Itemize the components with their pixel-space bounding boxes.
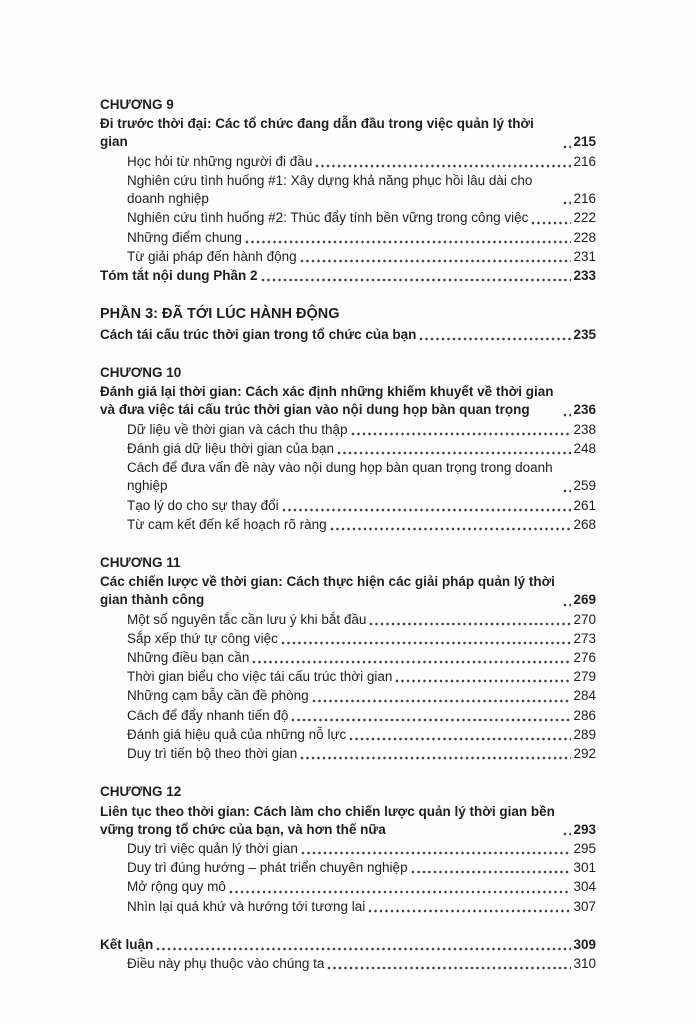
chapter-label bbox=[100, 364, 596, 382]
entry-title: Dữ liệu về thời gian và cách thu thập bbox=[127, 421, 348, 437]
dot-leader bbox=[312, 699, 572, 703]
dot-leader bbox=[300, 259, 572, 263]
chapter-label bbox=[100, 554, 596, 572]
dot-leader bbox=[531, 221, 571, 225]
entry-title: Từ giải pháp đến hành động bbox=[127, 248, 297, 264]
dot-leader bbox=[563, 201, 571, 205]
entry-title: Cách để đẩy nhanh tiến độ bbox=[127, 707, 289, 723]
entry-page-number: 279 bbox=[573, 669, 596, 685]
toc-sub-entry bbox=[100, 248, 596, 266]
dot-leader bbox=[252, 660, 571, 664]
toc-sub-entry bbox=[100, 898, 596, 916]
toc-list bbox=[100, 96, 596, 973]
entry-title: Tóm tắt nội dung Phần 2 bbox=[100, 267, 258, 283]
entry-title: CHƯƠNG 11 bbox=[100, 554, 181, 570]
entry-title: Đánh giá dữ liệu thời gian của bạn bbox=[127, 440, 335, 456]
entry-page-number: 222 bbox=[573, 210, 596, 226]
dot-leader bbox=[291, 718, 571, 722]
entry-title: Điều này phụ thuộc vào chúng ta bbox=[127, 956, 325, 972]
chapter-title-entry bbox=[100, 573, 596, 609]
dot-leader bbox=[563, 145, 571, 149]
entry-page-number: 216 bbox=[573, 191, 596, 207]
toc-sub-entry bbox=[100, 630, 596, 648]
entry-title: Đánh giá lại thời gian: Cách xác định những khiếm khuyết về thời gian và đưa việc tái cấu trúc thời gian vào nội dung họp bàn quan trọng bbox=[100, 384, 554, 418]
toc-sub-entry bbox=[100, 229, 596, 247]
entry-title: Nghiên cứu tình huống #2: Thúc đẩy tính bền vững trong công việc bbox=[127, 210, 529, 226]
toc-sub-entry bbox=[100, 153, 596, 171]
entry-title: Cách để đưa vấn đề này vào nội dung họp bàn quan trọng trong doanh nghiệp bbox=[127, 460, 553, 494]
entry-title: Những cạm bẫy cần đề phòng bbox=[127, 688, 309, 704]
toc-sub-entry bbox=[100, 687, 596, 705]
toc-sub-entry bbox=[100, 668, 596, 686]
entry-title: Thời gian biểu cho việc tái cấu trúc thời gian bbox=[127, 669, 393, 685]
toc-sub-entry bbox=[100, 726, 596, 744]
toc-sub-entry bbox=[100, 611, 596, 629]
entry-title: Tạo lý do cho sự thay đổi bbox=[127, 497, 279, 513]
dot-leader bbox=[411, 870, 572, 874]
dot-leader bbox=[351, 432, 572, 436]
toc-sub-entry bbox=[100, 955, 596, 973]
entry-page-number: 231 bbox=[573, 248, 596, 264]
toc-sub-entry bbox=[100, 421, 596, 439]
toc-sub-entry bbox=[100, 440, 596, 458]
dot-leader bbox=[563, 413, 571, 417]
entry-title: Liên tục theo thời gian: Cách làm cho chiến lược quản lý thời gian bền vững trong tổ chức của bạn, và hơn thế nữa bbox=[100, 803, 555, 837]
dot-leader bbox=[245, 240, 572, 244]
entry-title: Mở rộng quy mô bbox=[127, 879, 226, 895]
chapter-title-entry bbox=[100, 115, 596, 151]
toc-sub-entry bbox=[100, 649, 596, 667]
dot-leader bbox=[156, 947, 571, 951]
toc-bold-entry bbox=[100, 326, 596, 344]
entry-title: Đánh giá hiệu quả của những nỗ lực bbox=[127, 726, 347, 742]
dot-leader bbox=[395, 679, 571, 683]
dot-leader bbox=[563, 603, 571, 607]
entry-page-number: 293 bbox=[573, 821, 596, 837]
entry-title: CHƯƠNG 9 bbox=[100, 97, 174, 112]
entry-page-number: 215 bbox=[573, 134, 596, 150]
entry-title: Nghiên cứu tình huống #1: Xây dựng khả năng phục hồi lâu dài cho doanh nghiệp bbox=[127, 172, 533, 207]
entry-page-number: 268 bbox=[573, 516, 596, 532]
toc-sub-entry bbox=[100, 859, 596, 877]
entry-page-number: 276 bbox=[573, 650, 596, 666]
entry-page-number: 270 bbox=[573, 611, 596, 627]
entry-title: PHẦN 3: ĐÃ TỚI LÚC HÀNH ĐỘNG bbox=[100, 306, 340, 323]
toc-sub-entry bbox=[100, 707, 596, 725]
entry-page-number: 259 bbox=[573, 478, 596, 494]
entry-title: Duy trì việc quản lý thời gian bbox=[127, 841, 298, 856]
entry-page-number: 309 bbox=[573, 936, 596, 952]
entry-title: Kết luận bbox=[100, 936, 154, 952]
toc-sub-entry bbox=[100, 209, 596, 227]
entry-title: Sắp xếp thứ tự công việc bbox=[127, 630, 278, 646]
entry-page-number: 228 bbox=[573, 229, 596, 245]
part-heading bbox=[100, 305, 596, 325]
entry-page-number: 292 bbox=[573, 746, 596, 762]
dot-leader bbox=[261, 278, 572, 282]
chapter-title-entry bbox=[100, 383, 596, 419]
entry-page-number: 289 bbox=[573, 726, 596, 742]
dot-leader bbox=[315, 164, 571, 168]
entry-page-number: 216 bbox=[573, 153, 596, 169]
entry-page-number: 284 bbox=[573, 688, 596, 704]
dot-leader bbox=[337, 451, 571, 455]
entry-page-number: 238 bbox=[573, 421, 596, 437]
entry-title: Những điều bạn cần bbox=[127, 650, 250, 666]
entry-page-number: 236 bbox=[573, 402, 596, 418]
toc-sub-entry bbox=[100, 172, 596, 208]
dot-leader bbox=[563, 832, 571, 836]
entry-page-number: 286 bbox=[573, 707, 596, 723]
chapter-title-entry bbox=[100, 803, 596, 839]
chapter-label bbox=[100, 783, 596, 801]
entry-page-number: 235 bbox=[573, 326, 596, 342]
dot-leader bbox=[300, 756, 571, 760]
entry-title: CHƯƠNG 10 bbox=[100, 364, 182, 380]
entry-page-number: 301 bbox=[573, 860, 596, 876]
entry-title: Các chiến lược về thời gian: Cách thực hiện các giải pháp quản lý thời gian thành công bbox=[100, 574, 555, 608]
dot-leader bbox=[229, 890, 572, 894]
dot-leader bbox=[419, 337, 571, 341]
chapter-label bbox=[100, 96, 596, 114]
dot-leader bbox=[349, 737, 571, 741]
entry-page-number: 261 bbox=[573, 497, 596, 513]
dot-leader bbox=[282, 508, 572, 512]
entry-page-number: 273 bbox=[573, 630, 596, 646]
entry-page-number: 248 bbox=[573, 440, 596, 456]
entry-page-number: 304 bbox=[573, 879, 596, 895]
toc-sub-entry bbox=[100, 459, 596, 495]
toc-bold-entry bbox=[100, 267, 596, 285]
toc-sub-entry bbox=[100, 516, 596, 534]
toc-sub-entry bbox=[100, 497, 596, 515]
entry-page-number: 307 bbox=[573, 898, 596, 914]
dot-leader bbox=[301, 851, 572, 855]
dot-leader bbox=[563, 489, 571, 493]
toc-bold-entry bbox=[100, 936, 596, 954]
entry-page-number: 295 bbox=[573, 841, 596, 856]
entry-title: Nhìn lại quá khứ và hướng tới tương lai bbox=[127, 898, 366, 914]
entry-title: Từ cam kết đến kế hoạch rõ ràng bbox=[127, 516, 327, 532]
dot-leader bbox=[281, 641, 572, 645]
dot-leader bbox=[330, 527, 572, 531]
toc-sub-entry bbox=[100, 878, 596, 896]
entry-page-number: 233 bbox=[573, 267, 596, 283]
toc-sub-entry bbox=[100, 745, 596, 763]
entry-title: Học hỏi từ những người đi đầu bbox=[127, 153, 313, 169]
entry-title: Một số nguyên tắc cần lưu ý khi bắt đầu bbox=[127, 611, 367, 627]
dot-leader bbox=[369, 622, 571, 626]
dot-leader bbox=[368, 909, 571, 913]
entry-page-number: 310 bbox=[573, 956, 596, 972]
entry-title: CHƯƠNG 12 bbox=[100, 784, 182, 800]
entry-title: Duy trì tiến bộ theo thời gian bbox=[127, 746, 298, 762]
entry-title: Những điểm chung bbox=[127, 229, 242, 245]
entry-title: Cách tái cấu trúc thời gian trong tổ chức của bạn bbox=[100, 326, 417, 342]
dot-leader bbox=[327, 966, 571, 970]
entry-title: Đi trước thời đại: Các tổ chức đang dẫn đầu trong việc quản lý thời gian bbox=[100, 116, 534, 150]
toc-sub-entry bbox=[100, 840, 596, 858]
entry-title: Duy trì đúng hướng – phát triển chuyên nghiệp bbox=[127, 860, 408, 876]
entry-page-number: 269 bbox=[573, 592, 596, 608]
